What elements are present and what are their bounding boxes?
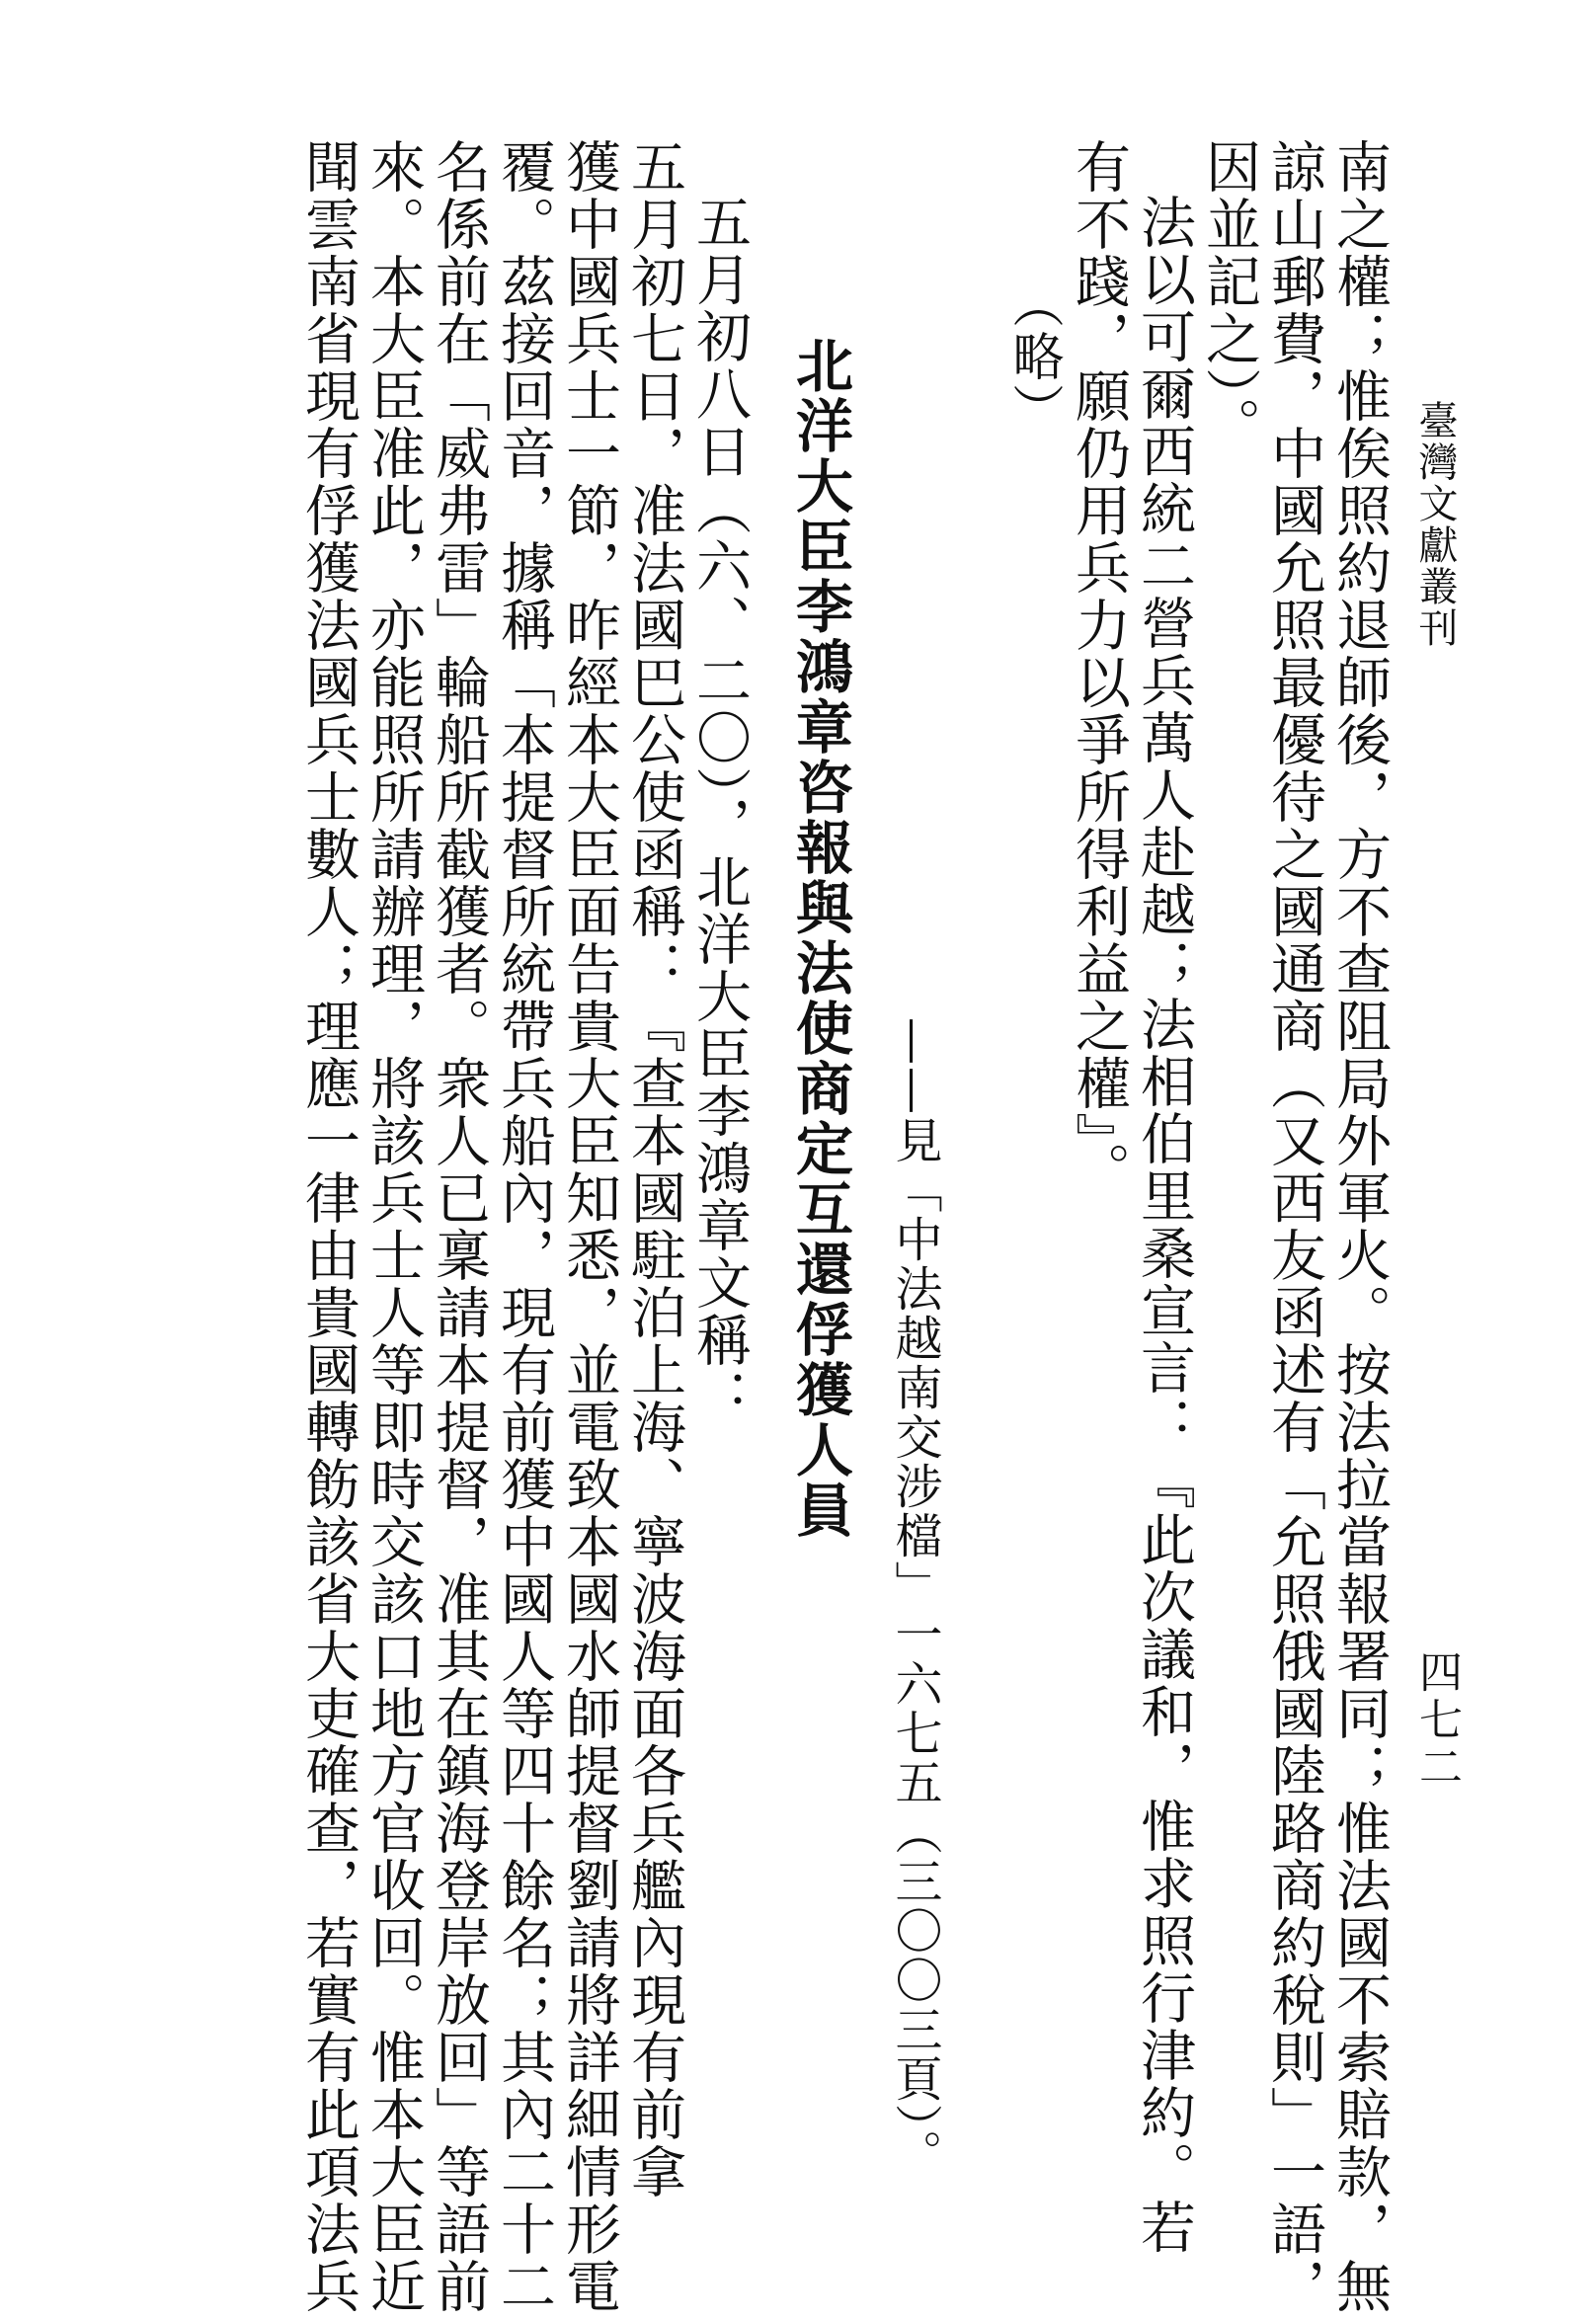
text-column: 名係前在「威弗雷」輪船所截獲者。衆人已稟請本提督，准其在鎮海登岸放回」等語前 (427, 138, 491, 2315)
text-column: 法以可爾西統二營兵萬人赴越；法相伯里桑宣言：『此次議和，惟求照行津約。若 (1132, 194, 1196, 2256)
text-column: 五月初七日，准法國巴公使函稱：『查本國駐泊上海、寧波海面各兵艦內現有前拿 (622, 138, 686, 2201)
source-citation: ——見「中法越南交涉檔」一六七五（三〇〇三頁）。 (887, 1017, 942, 2179)
section-title: 北洋大臣李鴻章咨報與法使商定互還俘獲人員 (786, 336, 853, 1541)
text-column: 南之權；惟俟照約退師後，方不查阻局外軍火。按法拉當報署同；惟法國不索賠款，無 (1327, 138, 1392, 2315)
page-number: 四七二 (1411, 1649, 1462, 1792)
text-column: 覆。茲接回音，據稱「本提督所統帶兵船內，現有前獲中國人等四十餘名；其內二十二 (492, 138, 556, 2315)
text-column: 獲中國兵士一節，昨經本大臣面告貴大臣知悉，並電致本國水師提督劉請將詳細情形電 (557, 138, 621, 2315)
body-text (292, 138, 1392, 2315)
text-column: 有不踐，願仍用兵力以爭所得利益之權』。 (1067, 138, 1131, 1199)
text-column: 諒山郵費，中國允照最優待之國通商（又西友函述有「允照俄國陸路商約稅則」一語， (1262, 138, 1326, 2315)
omission-mark: （略） (1003, 277, 1063, 437)
text-column: 來。本大臣准此，亦能照所請辦理，將該兵士人等即時交該口地方官收回。惟本大臣近 (361, 138, 426, 2315)
text-column: 因並記之）。 (1197, 138, 1261, 454)
text-column: 五月初八日（六、二〇），北洋大臣李鴻章文稱： (687, 194, 752, 1426)
running-header-title: 臺灣文獻叢刊 (1412, 400, 1458, 649)
text-column: 聞雲南省現有俘獲法國兵士數人；理應一律由貴國轉飭該省大吏確查，若實有此項法兵 (296, 138, 360, 2315)
